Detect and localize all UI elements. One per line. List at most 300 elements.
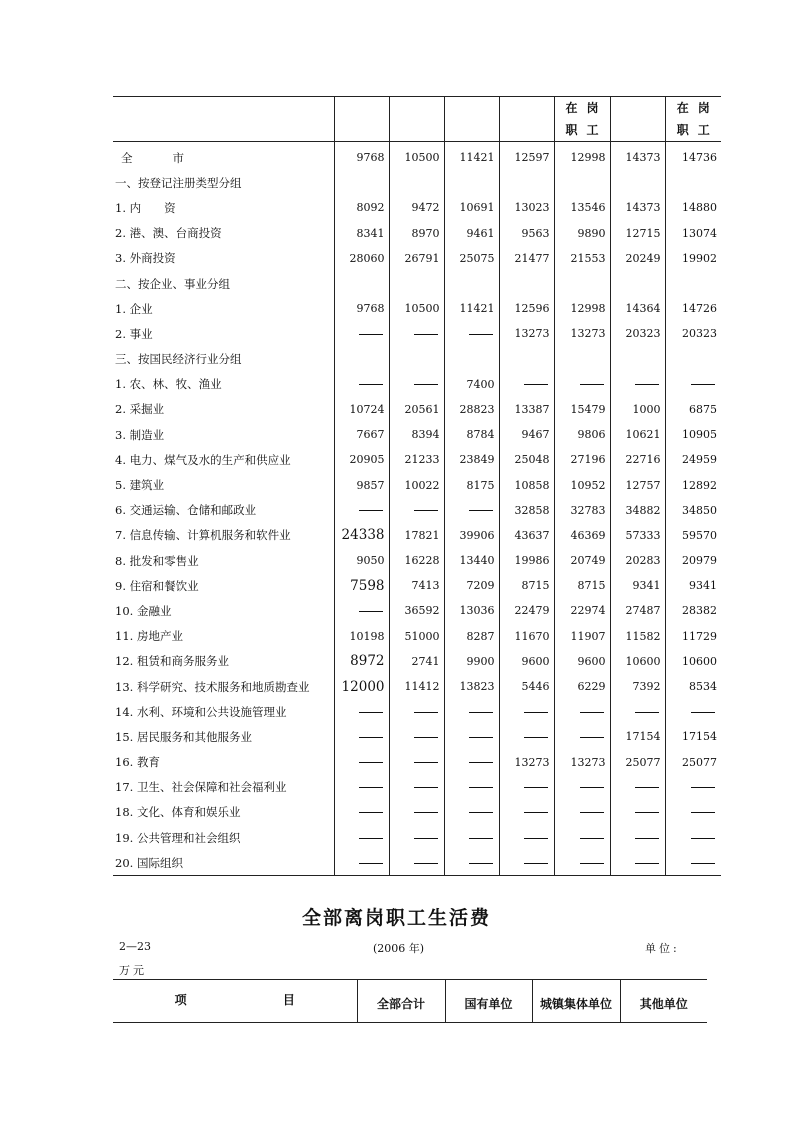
table-year: (2006 年) [373, 942, 425, 955]
value-text: 22479 [514, 604, 550, 618]
value-cell [665, 850, 721, 876]
value-cell [444, 800, 499, 825]
row-label-text: 5. 建筑业 [115, 478, 165, 493]
value-text: 12892 [682, 478, 717, 492]
header-state-owned: 国有单位 [445, 980, 532, 1023]
header-line: 在岗 [676, 101, 719, 115]
retiree-living-expense-table [113, 979, 707, 1023]
value-text: 5446 [521, 680, 550, 694]
row-label [113, 624, 334, 649]
value-cell [665, 523, 721, 548]
value-text: 20323 [682, 327, 717, 341]
value-text: 8394 [411, 428, 440, 442]
row-label-text: 16. 教育 [115, 755, 160, 770]
row-label-text: 2. 事业 [115, 326, 153, 341]
value-cell [499, 170, 554, 195]
value-cell [444, 573, 499, 598]
value-cell [444, 548, 499, 573]
value-cell [610, 397, 665, 422]
row-label [113, 674, 334, 699]
dash-mark [524, 384, 548, 385]
table-row [113, 498, 721, 523]
table-row [113, 850, 721, 876]
value-text: 13074 [682, 226, 717, 240]
value-text: 46369 [570, 528, 606, 542]
dash-mark [635, 787, 659, 788]
row-label-text: 1. 农、林、牧、渔业 [115, 377, 222, 392]
value-cell [499, 195, 554, 220]
value-text: 24959 [682, 453, 717, 467]
value-text: 20283 [625, 554, 661, 568]
dash-mark [469, 812, 493, 813]
value-cell [610, 649, 665, 674]
section-title: 全部离岗职工生活费 [301, 907, 491, 929]
value-cell [610, 296, 665, 321]
row-label-text: 一、按登记注册类型分组 [115, 175, 242, 190]
row-label [113, 246, 334, 271]
value-cell [444, 271, 499, 296]
row-label [113, 296, 334, 321]
header-line: 职工 [676, 123, 719, 137]
value-text: 8970 [411, 226, 440, 240]
value-cell [334, 825, 389, 850]
value-text: 9050 [356, 554, 385, 568]
value-text: 9467 [521, 428, 550, 442]
value-cell [444, 472, 499, 497]
value-text: 8341 [356, 226, 385, 240]
value-text: 28823 [459, 402, 495, 416]
value-cell [610, 347, 665, 372]
value-text: 9890 [577, 226, 606, 240]
value-text: 20749 [570, 554, 606, 568]
value-cell [389, 523, 444, 548]
header-item: 项 目 [113, 980, 357, 1023]
dash-mark [469, 863, 493, 864]
value-text: 25075 [459, 251, 495, 265]
value-cell [554, 296, 610, 321]
value-cell [389, 724, 444, 749]
value-cell [554, 523, 610, 548]
value-text: 10600 [625, 654, 661, 668]
value-cell [389, 624, 444, 649]
row-label-text: 2. 港、澳、台商投资 [115, 226, 222, 241]
dash-mark [635, 863, 659, 864]
row-label [113, 321, 334, 346]
value-cell [610, 548, 665, 573]
value-text: 20323 [625, 327, 661, 341]
row-label-text: 2. 采掘业 [115, 402, 165, 417]
value-cell [610, 271, 665, 296]
value-cell [444, 624, 499, 649]
value-text: 9857 [356, 478, 385, 492]
value-text: 12596 [514, 302, 550, 316]
value-cell [444, 422, 499, 447]
header-cell-0 [113, 97, 334, 142]
header-cell-6 [610, 97, 665, 142]
value-text: 10724 [349, 402, 385, 416]
value-cell [499, 321, 554, 346]
value-cell [610, 422, 665, 447]
value-cell [554, 649, 610, 674]
value-cell [554, 321, 610, 346]
table-row [113, 825, 721, 850]
unit-label: 单位: [645, 942, 680, 955]
value-text: 1000 [632, 402, 661, 416]
value-cell [610, 523, 665, 548]
dash-mark [414, 762, 438, 763]
wage-table [113, 96, 721, 876]
table-row [113, 447, 721, 472]
value-cell [665, 825, 721, 850]
value-cell [334, 422, 389, 447]
table-row [113, 170, 721, 195]
value-cell [665, 472, 721, 497]
dash-mark [524, 712, 548, 713]
dash-mark [359, 510, 383, 511]
value-cell [334, 523, 389, 548]
value-text: 32783 [570, 503, 606, 517]
value-cell [334, 221, 389, 246]
dash-mark [414, 863, 438, 864]
row-label [113, 347, 334, 372]
value-cell [554, 397, 610, 422]
table-row [113, 271, 721, 296]
value-text: 7400 [466, 377, 495, 391]
value-cell [665, 221, 721, 246]
value-text: 20905 [349, 453, 385, 467]
row-label-text: 4. 电力、煤气及水的生产和供应业 [115, 452, 291, 467]
dash-mark [524, 737, 548, 738]
value-cell [389, 296, 444, 321]
header-line: 职工 [565, 123, 608, 137]
value-text: 10600 [682, 654, 717, 668]
row-label-text: 20. 国际组织 [115, 855, 183, 870]
value-cell [389, 472, 444, 497]
value-text: 12998 [570, 302, 606, 316]
table-row [113, 800, 721, 825]
value-cell [610, 800, 665, 825]
dash-mark [469, 334, 493, 335]
value-cell [499, 472, 554, 497]
value-text: 8972 [350, 653, 385, 670]
value-cell [499, 750, 554, 775]
dash-mark [359, 611, 383, 612]
value-text: 11412 [404, 680, 440, 694]
value-cell [334, 498, 389, 523]
value-cell [554, 699, 610, 724]
dash-mark [691, 712, 715, 713]
row-label [113, 447, 334, 472]
value-cell [499, 246, 554, 271]
value-text: 10858 [514, 478, 550, 492]
value-cell [334, 775, 389, 800]
value-text: 28382 [682, 604, 717, 618]
table-row [113, 372, 721, 397]
table-row [113, 221, 721, 246]
value-cell [499, 523, 554, 548]
value-cell [334, 397, 389, 422]
header-other: 其他单位 [620, 980, 707, 1023]
value-cell [444, 447, 499, 472]
value-cell [444, 170, 499, 195]
value-text: 25077 [625, 755, 661, 769]
unit-value: 万元 [119, 964, 147, 977]
dash-mark [359, 838, 383, 839]
header-cell-4 [499, 97, 554, 142]
dash-mark [691, 838, 715, 839]
row-label [113, 170, 334, 195]
value-cell [610, 850, 665, 876]
value-text: 9900 [466, 654, 495, 668]
value-cell [334, 347, 389, 372]
value-text: 7209 [466, 579, 495, 593]
row-label-text: 1. 内 资 [115, 200, 176, 215]
value-cell [610, 775, 665, 800]
value-cell [665, 573, 721, 598]
value-text: 13387 [514, 402, 550, 416]
value-cell [554, 573, 610, 598]
value-cell [665, 775, 721, 800]
row-label [113, 422, 334, 447]
value-text: 14880 [682, 201, 717, 215]
value-cell [554, 674, 610, 699]
value-cell [665, 372, 721, 397]
row-label-text: 1. 企业 [115, 301, 153, 316]
value-text: 8287 [466, 629, 495, 643]
row-label [113, 372, 334, 397]
value-cell [334, 296, 389, 321]
value-text: 13273 [570, 327, 606, 341]
value-cell [610, 195, 665, 220]
value-text: 14736 [682, 151, 717, 165]
dash-mark [414, 712, 438, 713]
dash-mark [359, 787, 383, 788]
value-cell [554, 548, 610, 573]
value-cell [610, 246, 665, 271]
value-cell [665, 271, 721, 296]
dash-mark [469, 787, 493, 788]
value-cell [499, 447, 554, 472]
value-text: 25077 [682, 755, 717, 769]
value-cell [610, 447, 665, 472]
value-cell [499, 422, 554, 447]
value-cell [389, 447, 444, 472]
value-cell [610, 674, 665, 699]
value-cell [499, 598, 554, 623]
value-text: 11421 [459, 151, 495, 165]
row-label-text: 3. 外商投资 [115, 251, 176, 266]
row-label [113, 750, 334, 775]
row-label-text: 6. 交通运输、仓储和邮政业 [115, 503, 257, 518]
value-cell [389, 221, 444, 246]
value-cell [499, 624, 554, 649]
header-cell-5 [554, 97, 610, 142]
value-cell [665, 296, 721, 321]
table-row [113, 548, 721, 573]
dash-mark [691, 384, 715, 385]
dash-mark [359, 384, 383, 385]
value-text: 22716 [625, 453, 661, 467]
value-cell [444, 724, 499, 749]
value-text: 17821 [404, 528, 440, 542]
value-text: 14373 [625, 151, 661, 165]
table-row [113, 649, 721, 674]
row-label [113, 221, 334, 246]
header-cell-7 [665, 97, 721, 142]
dash-mark [524, 863, 548, 864]
value-cell [610, 750, 665, 775]
value-cell [334, 649, 389, 674]
table-row [113, 321, 721, 346]
value-cell [389, 347, 444, 372]
value-text: 9472 [411, 201, 440, 215]
value-cell [665, 447, 721, 472]
row-label-text: 15. 居民服务和其他服务业 [115, 729, 252, 744]
value-text: 17154 [625, 730, 661, 744]
value-cell [665, 800, 721, 825]
row-label [113, 649, 334, 674]
value-cell [499, 498, 554, 523]
value-cell [334, 724, 389, 749]
value-text: 6229 [577, 680, 606, 694]
value-cell [554, 142, 610, 171]
value-text: 8715 [577, 579, 606, 593]
value-cell [610, 472, 665, 497]
value-cell [499, 825, 554, 850]
dash-mark [359, 737, 383, 738]
dash-mark [635, 384, 659, 385]
value-cell [610, 170, 665, 195]
value-text: 59570 [682, 528, 717, 542]
dash-mark [691, 812, 715, 813]
dash-mark [580, 787, 604, 788]
value-cell [444, 523, 499, 548]
value-cell [665, 750, 721, 775]
value-cell [389, 170, 444, 195]
value-cell [499, 548, 554, 573]
value-cell [389, 699, 444, 724]
value-cell [444, 195, 499, 220]
value-text: 10621 [625, 428, 661, 442]
dash-mark [635, 838, 659, 839]
value-text: 22974 [570, 604, 606, 618]
value-cell [499, 850, 554, 876]
value-cell [444, 142, 499, 171]
value-cell [499, 699, 554, 724]
value-text: 14373 [625, 201, 661, 215]
table-row [113, 624, 721, 649]
value-cell [499, 296, 554, 321]
value-cell [389, 372, 444, 397]
table-row [113, 246, 721, 271]
value-cell [389, 598, 444, 623]
value-text: 23849 [459, 453, 495, 467]
value-cell [665, 397, 721, 422]
value-text: 8784 [466, 428, 495, 442]
value-text: 7598 [350, 577, 385, 594]
value-text: 8175 [466, 478, 495, 492]
value-cell [610, 221, 665, 246]
value-cell [665, 347, 721, 372]
table-row [113, 472, 721, 497]
value-text: 11421 [459, 302, 495, 316]
row-label-text: 10. 金融业 [115, 603, 172, 618]
value-text: 28060 [349, 251, 385, 265]
dash-mark [580, 812, 604, 813]
table-row [113, 397, 721, 422]
value-text: 10500 [404, 151, 440, 165]
value-cell [499, 142, 554, 171]
value-cell [610, 724, 665, 749]
value-cell [499, 649, 554, 674]
value-text: 14726 [682, 302, 717, 316]
value-cell [389, 775, 444, 800]
row-label [113, 498, 334, 523]
value-cell [444, 750, 499, 775]
value-cell [610, 498, 665, 523]
value-text: 25048 [514, 453, 550, 467]
table-row [113, 674, 721, 699]
value-cell [389, 498, 444, 523]
row-label-text: 7. 信息传输、计算机服务和软件业 [115, 528, 291, 543]
value-text: 51000 [404, 629, 440, 643]
value-text: 11907 [570, 629, 606, 643]
row-label [113, 472, 334, 497]
row-label [113, 271, 334, 296]
dash-mark [580, 712, 604, 713]
value-cell [389, 397, 444, 422]
value-cell [554, 170, 610, 195]
value-cell [389, 573, 444, 598]
value-cell [334, 195, 389, 220]
dash-mark [359, 762, 383, 763]
value-cell [554, 724, 610, 749]
value-cell [665, 422, 721, 447]
value-text: 10198 [349, 629, 385, 643]
row-label [113, 195, 334, 220]
value-cell [389, 142, 444, 171]
value-text: 20249 [625, 251, 661, 265]
row-label [113, 573, 334, 598]
value-cell [665, 498, 721, 523]
table-row [113, 750, 721, 775]
row-label [113, 699, 334, 724]
value-text: 9768 [356, 302, 385, 316]
value-cell [499, 573, 554, 598]
value-cell [554, 246, 610, 271]
value-text: 17154 [682, 730, 717, 744]
value-cell [665, 246, 721, 271]
dash-mark [414, 334, 438, 335]
value-cell [334, 447, 389, 472]
table-row [113, 598, 721, 623]
value-cell [444, 296, 499, 321]
value-cell [610, 825, 665, 850]
row-label [113, 548, 334, 573]
value-cell [334, 321, 389, 346]
value-text: 26791 [404, 251, 440, 265]
value-cell [444, 674, 499, 699]
value-cell [665, 674, 721, 699]
dash-mark [359, 812, 383, 813]
row-label [113, 775, 334, 800]
header-cell-2 [389, 97, 444, 142]
value-text: 21553 [570, 251, 606, 265]
value-text: 9341 [689, 579, 717, 593]
dash-mark [580, 384, 604, 385]
value-cell [444, 372, 499, 397]
value-cell [444, 825, 499, 850]
